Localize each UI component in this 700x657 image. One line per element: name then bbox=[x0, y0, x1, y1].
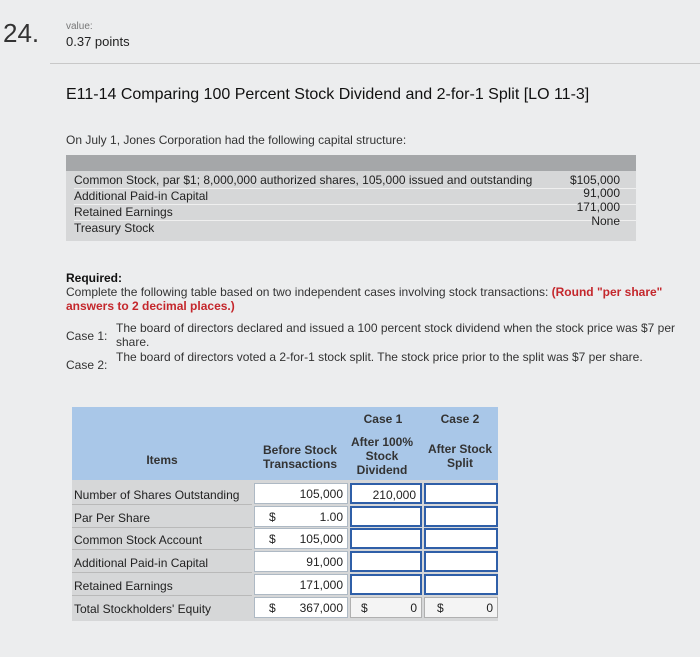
case1-shares-value: 210,000 bbox=[372, 488, 416, 502]
divider bbox=[72, 527, 252, 528]
capital-line-apic: Additional Paid-in Capital bbox=[74, 189, 209, 203]
case1-apic-input[interactable] bbox=[350, 551, 422, 572]
before-shares-cell bbox=[254, 483, 348, 504]
before-total-equity-value: 367,000 bbox=[299, 601, 343, 615]
required-heading: Required: bbox=[66, 271, 123, 285]
case1-retained-earnings-input[interactable] bbox=[350, 574, 422, 595]
before-par-value: 1.00 bbox=[319, 510, 343, 524]
divider bbox=[74, 220, 636, 221]
case2-total-equity-cell bbox=[424, 597, 498, 618]
case-2-text: The board of directors voted a 2-for-1 stock split. The stock price prior to the split was $7 per share. bbox=[116, 350, 643, 364]
capital-value-apic: 91,000 bbox=[583, 186, 620, 200]
case-1-text: The board of directors declared and issued a 100 percent stock dividend when the stock price was $7 per share. bbox=[116, 321, 675, 349]
case1-shares-input[interactable] bbox=[350, 483, 422, 504]
divider bbox=[72, 549, 252, 550]
case2-total-equity-value: 0 bbox=[486, 601, 493, 615]
capital-structure-box bbox=[66, 155, 636, 241]
case1-par-input[interactable] bbox=[350, 506, 422, 527]
divider bbox=[72, 572, 252, 573]
case-2-label: Case 2: bbox=[66, 358, 108, 372]
dollar-sign: $ bbox=[269, 532, 276, 546]
case1-common-stock-input[interactable] bbox=[350, 528, 422, 549]
dollar-sign: $ bbox=[269, 601, 276, 615]
divider bbox=[72, 504, 252, 505]
capital-value-common-stock: $105,000 bbox=[569, 173, 620, 187]
row-label-retained-earnings: Retained Earnings bbox=[74, 579, 173, 593]
problem-title: E11-14 Comparing 100 Percent Stock Dividend and 2-for-1 Split [LO 11-3] bbox=[66, 86, 590, 103]
question-number: 24. bbox=[3, 18, 40, 48]
value-label: value: bbox=[66, 21, 93, 32]
before-par-cell bbox=[254, 506, 348, 527]
case2-retained-earnings-input[interactable] bbox=[424, 574, 498, 595]
case1-total-equity-value: 0 bbox=[410, 601, 417, 615]
stock-transactions-table bbox=[72, 407, 498, 621]
row-label-apic: Additional Paid-in Capital bbox=[74, 556, 209, 570]
case1-total-equity-cell bbox=[350, 597, 422, 618]
row-label-par-per-share: Par Per Share bbox=[74, 511, 151, 525]
before-retained-earnings-value: 171,000 bbox=[299, 578, 343, 592]
capital-line-treasury-stock: Treasury Stock bbox=[74, 221, 155, 235]
capital-value-treasury-stock: None bbox=[591, 214, 620, 228]
case2-shares-input[interactable] bbox=[424, 483, 498, 504]
before-total-equity-cell bbox=[254, 597, 348, 618]
case2-par-input[interactable] bbox=[424, 506, 498, 527]
row-label-total-equity: Total Stockholders' Equity bbox=[74, 602, 212, 616]
header-items: Items bbox=[146, 453, 178, 467]
rounding-note: (Round "per share" answers to 2 decimal places.) bbox=[66, 285, 663, 313]
before-retained-earnings-cell bbox=[254, 574, 348, 595]
header-case-2: Case 2 bbox=[440, 412, 480, 426]
intro-text: On July 1, Jones Corporation had the following capital structure: bbox=[66, 133, 407, 147]
row-label-shares-outstanding: Number of Shares Outstanding bbox=[74, 488, 240, 502]
required-text bbox=[66, 285, 666, 313]
capital-line-common-stock: Common Stock, par $1; 8,000,000 authorized shares, 105,000 issued and outstanding bbox=[74, 173, 533, 187]
capital-value-retained-earnings: 171,000 bbox=[576, 200, 620, 214]
before-common-stock-value: 105,000 bbox=[299, 532, 343, 546]
dollar-sign: $ bbox=[361, 601, 368, 615]
dollar-sign: $ bbox=[269, 510, 276, 524]
header-after-stock-dividend: After 100% Stock Dividend bbox=[350, 435, 414, 477]
divider bbox=[50, 63, 700, 64]
header-before-stock-transactions: Before Stock Transactions bbox=[262, 443, 338, 471]
before-apic-cell bbox=[254, 551, 348, 572]
before-apic-value: 91,000 bbox=[306, 555, 343, 569]
header-case-1: Case 1 bbox=[363, 412, 403, 426]
case2-apic-input[interactable] bbox=[424, 551, 498, 572]
case2-common-stock-input[interactable] bbox=[424, 528, 498, 549]
points-value: 0.37 points bbox=[66, 34, 130, 49]
before-common-stock-cell bbox=[254, 528, 348, 549]
row-label-common-stock-account: Common Stock Account bbox=[74, 533, 203, 547]
before-shares-value: 105,000 bbox=[299, 487, 343, 501]
case-1-label: Case 1: bbox=[66, 329, 108, 343]
header-after-stock-split: After Stock Split bbox=[427, 442, 492, 470]
required-instruction: Complete the following table based on two independent cases involving stock transactions: bbox=[66, 285, 552, 299]
dollar-sign: $ bbox=[437, 601, 444, 615]
divider bbox=[72, 595, 252, 596]
capital-line-retained-earnings: Retained Earnings bbox=[74, 205, 173, 219]
capital-structure-header-bar bbox=[66, 155, 636, 171]
